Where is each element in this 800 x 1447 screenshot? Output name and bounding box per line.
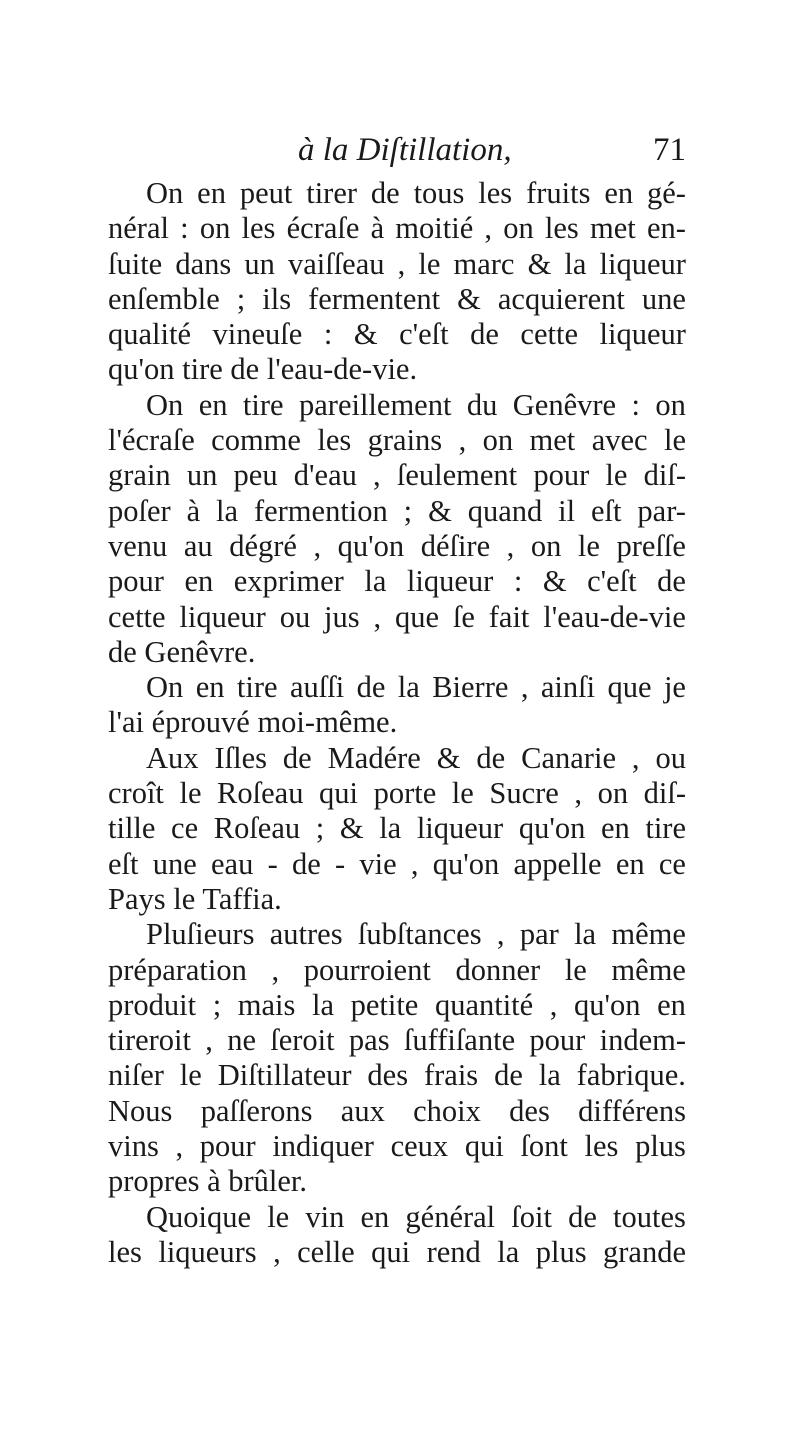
paragraph (108, 741, 686, 917)
text-line: propres à brûler. (108, 1164, 308, 1199)
paragraph (108, 176, 686, 388)
text-line: eſt une eau - de - vie , qu'on appelle en ce (108, 846, 686, 881)
text-line: venu au dégré , qu'on déſire , on le preſſe (108, 528, 686, 563)
running-head (108, 130, 686, 176)
text-line: niſer le Diſtillateur des frais de la fabrique. (108, 1058, 686, 1093)
page-number: 71 (653, 132, 686, 168)
text-line: de Genêvre. (108, 634, 256, 669)
text-line: Nous paſſerons aux choix des différens (108, 1093, 686, 1128)
book-page (108, 130, 686, 1270)
text-line: tille ce Roſeau ; & la liqueur qu'on en tire (108, 811, 686, 846)
text-line: poſer à la fermention ; & quand il eſt par- (108, 493, 686, 528)
text-line: On en tire auſſi de la Bierre , ainſi que je (146, 670, 686, 705)
text-line: qualité vineuſe : & c'eſt de cette liqueur (108, 317, 686, 352)
text-line: On en tire pareillement du Genêvre : on (146, 387, 686, 422)
text-line: préparation , pourroient donner le même (108, 952, 686, 987)
text-line: On en peut tirer de tous les fruits en gé- (146, 176, 686, 210)
running-title: à la Diſtillation, (298, 132, 512, 168)
text-line: cette liqueur ou jus , que ſe fait l'eau-de-vie (108, 599, 686, 634)
text-line: vins , pour indiquer ceux qui ſont les plus (108, 1129, 686, 1164)
text-line: les liqueurs , celle qui rend la plus grande (108, 1234, 686, 1269)
text-line: enſemble ; ils fermentent & acquierent une (108, 281, 686, 316)
text-line: grain un peu d'eau , ſeulement pour le diſ- (108, 458, 686, 493)
text-line: qu'on tire de l'eau-de-vie. (108, 352, 418, 387)
text-line: tireroit , ne ſeroit pas ſuffiſante pour indem- (108, 1023, 686, 1058)
text-line: Aux Iſles de Madére & de Canarie , ou (146, 740, 686, 775)
body-text (108, 176, 686, 1270)
text-line: néral : on les écraſe à moitié , on les met en- (108, 211, 686, 246)
text-line: Pluſieurs autres ſubſtances , par la même (146, 917, 686, 952)
text-line: produit ; mais la petite quantité , qu'on en (108, 987, 686, 1022)
paragraph (108, 388, 686, 670)
paragraph (108, 917, 686, 1199)
text-line: pour en exprimer la liqueur : & c'eſt de (108, 564, 686, 599)
paragraph (108, 1200, 686, 1271)
text-line: croît le Roſeau qui porte le Sucre , on diſ- (108, 776, 686, 811)
text-line: ſuite dans un vaiſſeau , le marc & la liqueur (108, 246, 686, 281)
paragraph (108, 670, 686, 741)
text-line: l'ai éprouvé moi-même. (108, 705, 398, 740)
text-line: Pays le Taffia. (108, 881, 282, 916)
text-line: Quoique le vin en général ſoit de toutes (146, 1199, 686, 1234)
text-line: l'écraſe comme les grains , on met avec le (108, 423, 686, 458)
